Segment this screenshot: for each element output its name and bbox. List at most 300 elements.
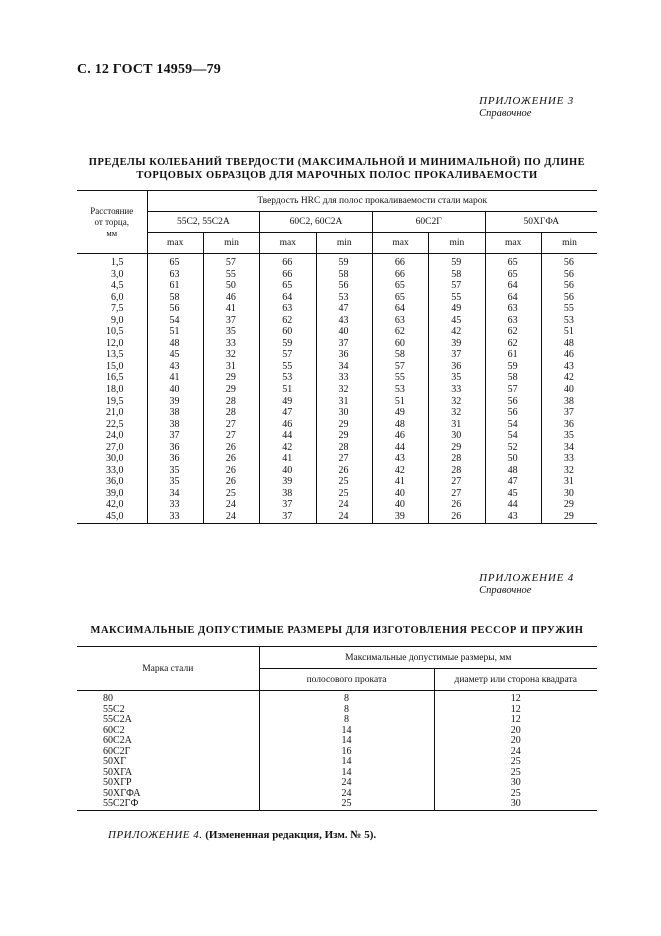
strip-size-cell: 14 [259, 757, 434, 768]
min-cell: 30 [541, 488, 597, 500]
min-cell: 56 [541, 280, 597, 292]
max-header: max [147, 233, 203, 254]
max-cell: 37 [147, 430, 203, 442]
steel-group-header: 50ХГФА [485, 212, 597, 233]
min-cell: 37 [203, 315, 259, 327]
min-header: min [316, 233, 372, 254]
max-cell: 64 [260, 292, 316, 304]
table-row [77, 338, 597, 350]
max-cell: 66 [372, 254, 428, 269]
diameter-header: диаметр или сторона квадрата [434, 669, 597, 691]
distance-cell: 24,0 [106, 430, 124, 442]
min-cell: 32 [316, 384, 372, 396]
max-cell: 54 [485, 419, 541, 431]
diameter-cell: 20 [434, 736, 597, 747]
max-cell: 65 [260, 280, 316, 292]
min-cell: 55 [203, 269, 259, 281]
hardness-group-header: Твердость HRC для полос прокаливаемости стали марок [147, 191, 597, 212]
table-row [77, 326, 597, 338]
strip-size-cell: 25 [259, 799, 434, 810]
max-cell: 44 [260, 430, 316, 442]
min-cell: 30 [316, 407, 372, 419]
max-cell: 65 [485, 269, 541, 281]
min-cell: 28 [316, 442, 372, 454]
min-cell: 25 [316, 488, 372, 500]
diameter-cell: 20 [434, 726, 597, 737]
max-cell: 33 [147, 499, 203, 511]
max-cell: 63 [372, 315, 428, 327]
min-cell: 26 [203, 442, 259, 454]
min-cell: 26 [203, 476, 259, 488]
max-cell: 35 [147, 476, 203, 488]
table-row [77, 715, 597, 726]
sizes-table-body [77, 691, 597, 811]
min-cell: 35 [203, 326, 259, 338]
steel-grade-cell: 60С2Г [103, 745, 131, 757]
distance-header-line1: Расстояние [90, 205, 134, 216]
max-cell: 41 [372, 476, 428, 488]
distance-cell: 4,5 [111, 280, 124, 292]
max-cell: 62 [485, 326, 541, 338]
max-cell: 60 [260, 326, 316, 338]
max-cell: 53 [260, 372, 316, 384]
min-cell: 37 [429, 349, 485, 361]
max-cell: 36 [147, 442, 203, 454]
steel-grade-cell: 50ХГ [103, 756, 127, 767]
steel-grade-cell: 50ХГФА [103, 787, 141, 799]
distance-cell: 36,0 [106, 476, 124, 488]
min-cell: 26 [429, 499, 485, 511]
min-cell: 53 [541, 315, 597, 327]
hardness-table [77, 190, 597, 524]
min-cell: 36 [316, 349, 372, 361]
table-row [77, 361, 597, 373]
strip-size-cell: 14 [259, 726, 434, 737]
min-cell: 53 [316, 292, 372, 304]
min-cell: 33 [316, 372, 372, 384]
min-cell: 33 [429, 384, 485, 396]
max-cell: 44 [485, 499, 541, 511]
min-header: min [203, 233, 259, 254]
max-cell: 66 [260, 254, 316, 269]
max-cell: 45 [485, 488, 541, 500]
min-cell: 24 [316, 511, 372, 523]
table-row [77, 488, 597, 500]
min-cell: 55 [541, 303, 597, 315]
max-cell: 56 [485, 396, 541, 408]
table-row [77, 303, 597, 315]
table-row [77, 778, 597, 789]
distance-cell: 42,0 [106, 499, 124, 511]
hardness-table-body [77, 254, 597, 524]
distance-cell: 33,0 [106, 464, 124, 476]
diameter-cell: 25 [434, 789, 597, 800]
strip-size-cell: 8 [259, 715, 434, 726]
max-cell: 36 [147, 453, 203, 465]
min-cell: 57 [429, 280, 485, 292]
min-header: min [429, 233, 485, 254]
max-cell: 43 [485, 511, 541, 523]
min-cell: 40 [541, 384, 597, 396]
max-cell: 37 [260, 499, 316, 511]
min-cell: 26 [203, 453, 259, 465]
min-cell: 42 [429, 326, 485, 338]
min-cell: 29 [429, 442, 485, 454]
steel-group-header: 60С2Г [372, 212, 485, 233]
max-cell: 63 [485, 315, 541, 327]
distance-header-line3: мм [106, 227, 118, 238]
min-cell: 49 [429, 303, 485, 315]
max-cell: 33 [147, 511, 203, 523]
max-cell: 38 [260, 488, 316, 500]
appendix-3-sub: Справочное [479, 108, 532, 119]
min-cell: 43 [316, 315, 372, 327]
min-cell: 24 [203, 499, 259, 511]
min-cell: 59 [316, 254, 372, 269]
min-cell: 46 [541, 349, 597, 361]
min-cell: 39 [429, 338, 485, 350]
min-cell: 43 [541, 361, 597, 373]
min-cell: 55 [429, 292, 485, 304]
max-cell: 45 [147, 349, 203, 361]
table-row [77, 292, 597, 304]
min-cell: 45 [429, 315, 485, 327]
max-cell: 65 [485, 254, 541, 269]
max-cell: 56 [485, 407, 541, 419]
min-cell: 25 [203, 488, 259, 500]
table1-title [77, 156, 597, 182]
appendix-4-label [479, 572, 574, 596]
max-sizes-header: Максимальные допустимые размеры, мм [259, 647, 597, 669]
max-cell: 56 [147, 303, 203, 315]
max-cell: 66 [260, 269, 316, 281]
table-row [77, 396, 597, 408]
steel-grade-cell: 60С2А [103, 735, 132, 746]
min-cell: 31 [429, 419, 485, 431]
min-cell: 58 [316, 269, 372, 281]
table-row [77, 372, 597, 384]
max-cell: 49 [372, 407, 428, 419]
max-cell: 64 [485, 280, 541, 292]
table-row [77, 499, 597, 511]
diameter-cell: 25 [434, 757, 597, 768]
max-cell: 58 [485, 372, 541, 384]
strip-size-cell: 8 [259, 705, 434, 716]
min-cell: 28 [429, 453, 485, 465]
distance-cell: 3,0 [111, 268, 124, 280]
max-cell: 57 [485, 384, 541, 396]
min-cell: 38 [541, 396, 597, 408]
max-cell: 38 [147, 419, 203, 431]
table1-title-line1: ПРЕДЕЛЫ КОЛЕБАНИЙ ТВЕРДОСТИ (МАКСИМАЛЬНОЙ И МИНИМАЛЬНОЙ) ПО ДЛИНЕ [88, 157, 586, 168]
min-cell: 27 [429, 488, 485, 500]
min-cell: 24 [203, 511, 259, 523]
table-row [77, 511, 597, 523]
distance-cell: 39,0 [106, 487, 124, 499]
appendix-4-name: ПРИЛОЖЕНИЕ 4 [479, 572, 574, 584]
max-cell: 48 [485, 465, 541, 477]
max-cell: 48 [147, 338, 203, 350]
max-cell: 57 [372, 361, 428, 373]
max-cell: 52 [485, 442, 541, 454]
max-cell: 40 [372, 488, 428, 500]
table-row [77, 430, 597, 442]
max-cell: 65 [372, 280, 428, 292]
min-cell: 33 [541, 453, 597, 465]
max-header: max [260, 233, 316, 254]
min-cell: 42 [541, 372, 597, 384]
table-row [77, 419, 597, 431]
strip-size-cell: 16 [259, 747, 434, 758]
min-cell: 37 [541, 407, 597, 419]
distance-cell: 10,5 [106, 326, 124, 338]
max-cell: 61 [485, 349, 541, 361]
steel-grade-cell: 55С2 [103, 703, 125, 715]
max-cell: 39 [147, 396, 203, 408]
min-cell: 37 [316, 338, 372, 350]
min-cell: 34 [316, 361, 372, 373]
distance-cell: 16,5 [106, 372, 124, 384]
min-cell: 32 [541, 465, 597, 477]
distance-cell: 27,0 [106, 441, 124, 453]
steel-group-header: 55С2, 55С2А [147, 212, 260, 233]
diameter-cell: 30 [434, 778, 597, 789]
max-cell: 40 [147, 384, 203, 396]
max-cell: 55 [260, 361, 316, 373]
max-cell: 40 [372, 499, 428, 511]
distance-cell: 19,5 [106, 395, 124, 407]
steel-grade-cell: 80 [103, 693, 113, 704]
max-cell: 41 [147, 372, 203, 384]
min-cell: 30 [429, 430, 485, 442]
max-cell: 63 [485, 303, 541, 315]
max-cell: 50 [485, 453, 541, 465]
table-row [77, 254, 597, 269]
max-cell: 51 [260, 384, 316, 396]
footnote-appendix-ref: ПРИЛОЖЕНИЕ 4. [108, 829, 203, 841]
min-cell: 26 [429, 511, 485, 523]
footnote-amendment: (Измененная редакция, Изм. № 5). [205, 829, 377, 841]
min-cell: 36 [541, 419, 597, 431]
min-cell: 32 [429, 396, 485, 408]
steel-grade-cell: 55С2А [103, 714, 132, 725]
min-cell: 29 [316, 430, 372, 442]
min-cell: 41 [203, 303, 259, 315]
max-cell: 54 [147, 315, 203, 327]
max-cell: 39 [260, 476, 316, 488]
strip-size-cell: 24 [259, 789, 434, 800]
distance-cell: 30,0 [106, 453, 124, 465]
table-row [77, 315, 597, 327]
min-cell: 27 [203, 430, 259, 442]
min-cell: 47 [316, 303, 372, 315]
table-row [77, 476, 597, 488]
min-cell: 31 [316, 396, 372, 408]
max-cell: 61 [147, 280, 203, 292]
distance-cell: 7,5 [111, 303, 124, 315]
min-cell: 36 [429, 361, 485, 373]
min-cell: 56 [316, 280, 372, 292]
min-cell: 51 [541, 326, 597, 338]
max-cell: 47 [260, 407, 316, 419]
min-cell: 40 [316, 326, 372, 338]
max-cell: 41 [260, 453, 316, 465]
max-cell: 60 [372, 338, 428, 350]
page-header: С. 12 ГОСТ 14959—79 [77, 62, 221, 77]
max-cell: 46 [372, 430, 428, 442]
min-cell: 58 [429, 269, 485, 281]
table-row [77, 691, 597, 705]
distance-cell: 13,5 [106, 349, 124, 361]
diameter-cell: 25 [434, 768, 597, 779]
strip-header: полосового проката [259, 669, 434, 691]
min-header: min [541, 233, 597, 254]
min-cell: 59 [429, 254, 485, 269]
min-cell: 29 [541, 511, 597, 523]
max-cell: 51 [372, 396, 428, 408]
distance-cell: 9,0 [111, 314, 124, 326]
max-cell: 42 [372, 465, 428, 477]
sizes-table [77, 646, 597, 811]
max-cell: 37 [260, 511, 316, 523]
min-cell: 29 [316, 419, 372, 431]
min-cell: 25 [316, 476, 372, 488]
min-cell: 33 [203, 338, 259, 350]
min-cell: 50 [203, 280, 259, 292]
min-cell: 56 [541, 254, 597, 269]
min-cell: 26 [316, 465, 372, 477]
appendix-3-label [479, 95, 574, 119]
min-cell: 31 [541, 476, 597, 488]
steel-grade-cell: 60С2 [103, 724, 125, 736]
max-cell: 66 [372, 269, 428, 281]
max-cell: 44 [372, 442, 428, 454]
max-cell: 55 [372, 372, 428, 384]
max-cell: 38 [147, 407, 203, 419]
table-row [77, 442, 597, 454]
table-row [77, 799, 597, 810]
distance-header [77, 191, 147, 254]
min-cell: 27 [316, 453, 372, 465]
distance-cell: 22,5 [106, 418, 124, 430]
max-cell: 46 [260, 419, 316, 431]
max-cell: 63 [260, 303, 316, 315]
appendix-3-name: ПРИЛОЖЕНИЕ 3 [479, 95, 574, 107]
min-cell: 56 [541, 269, 597, 281]
min-cell: 56 [541, 292, 597, 304]
diameter-cell: 30 [434, 799, 597, 810]
max-cell: 49 [260, 396, 316, 408]
min-cell: 35 [541, 430, 597, 442]
max-cell: 59 [485, 361, 541, 373]
max-cell: 64 [372, 303, 428, 315]
table-row [77, 407, 597, 419]
max-header: max [372, 233, 428, 254]
distance-header-line2: от торца, [94, 216, 129, 227]
max-cell: 63 [147, 269, 203, 281]
max-cell: 65 [372, 292, 428, 304]
max-cell: 53 [372, 384, 428, 396]
max-header: max [485, 233, 541, 254]
max-cell: 42 [260, 442, 316, 454]
steel-grade-cell: 50ХГР [103, 777, 132, 788]
strip-size-cell: 24 [259, 778, 434, 789]
min-cell: 29 [203, 372, 259, 384]
min-cell: 32 [203, 349, 259, 361]
max-cell: 40 [260, 465, 316, 477]
distance-cell: 6,0 [111, 291, 124, 303]
max-cell: 65 [147, 254, 203, 269]
distance-cell: 15,0 [106, 360, 124, 372]
max-cell: 48 [372, 419, 428, 431]
max-cell: 54 [485, 430, 541, 442]
min-cell: 27 [429, 476, 485, 488]
max-cell: 35 [147, 465, 203, 477]
steel-grade-cell: 55С2ГФ [77, 799, 259, 810]
strip-size-cell: 14 [259, 736, 434, 747]
distance-cell: 1,5 [111, 257, 124, 268]
table-row [77, 465, 597, 477]
distance-cell: 21,0 [106, 407, 124, 419]
diameter-cell: 12 [434, 715, 597, 726]
steel-grade-header: Марка стали [77, 647, 259, 691]
footnote [108, 829, 376, 841]
max-cell: 59 [260, 338, 316, 350]
steel-grade-cell: 50ХГА [103, 766, 133, 778]
distance-cell: 18,0 [106, 384, 124, 396]
max-cell: 62 [260, 315, 316, 327]
min-cell: 29 [541, 499, 597, 511]
max-cell: 57 [260, 349, 316, 361]
table-row [77, 453, 597, 465]
max-cell: 47 [485, 476, 541, 488]
max-cell: 64 [485, 292, 541, 304]
max-cell: 43 [372, 453, 428, 465]
min-cell: 26 [203, 465, 259, 477]
diameter-cell: 24 [434, 747, 597, 758]
min-cell: 46 [203, 292, 259, 304]
diameter-cell: 12 [434, 705, 597, 716]
max-cell: 62 [485, 338, 541, 350]
table-row [77, 384, 597, 396]
max-cell: 58 [147, 292, 203, 304]
min-cell: 31 [203, 361, 259, 373]
min-cell: 28 [203, 407, 259, 419]
max-cell: 43 [147, 361, 203, 373]
min-cell: 24 [316, 499, 372, 511]
min-cell: 32 [429, 407, 485, 419]
table-row [77, 269, 597, 281]
min-cell: 57 [203, 254, 259, 269]
distance-cell: 12,0 [106, 337, 124, 349]
max-cell: 39 [372, 511, 428, 523]
max-cell: 62 [372, 326, 428, 338]
table2-title: МАКСИМАЛЬНЫЕ ДОПУСТИМЫЕ РАЗМЕРЫ ДЛЯ ИЗГОТОВЛЕНИЯ РЕССОР И ПРУЖИН [90, 625, 584, 636]
diameter-cell: 12 [434, 691, 597, 705]
table-row [77, 736, 597, 747]
distance-cell: 45,0 [77, 511, 147, 523]
max-cell: 58 [372, 349, 428, 361]
max-cell: 34 [147, 488, 203, 500]
table-row [77, 280, 597, 292]
min-cell: 34 [541, 442, 597, 454]
steel-group-header: 60С2, 60С2А [260, 212, 373, 233]
strip-size-cell: 14 [259, 768, 434, 779]
min-cell: 28 [203, 396, 259, 408]
min-cell: 35 [429, 372, 485, 384]
table1-title-line2: ТОРЦОВЫХ ОБРАЗЦОВ ДЛЯ МАРОЧНЫХ ПОЛОС ПРОКАЛИВАЕМОСТИ [136, 170, 538, 181]
min-cell: 48 [541, 338, 597, 350]
